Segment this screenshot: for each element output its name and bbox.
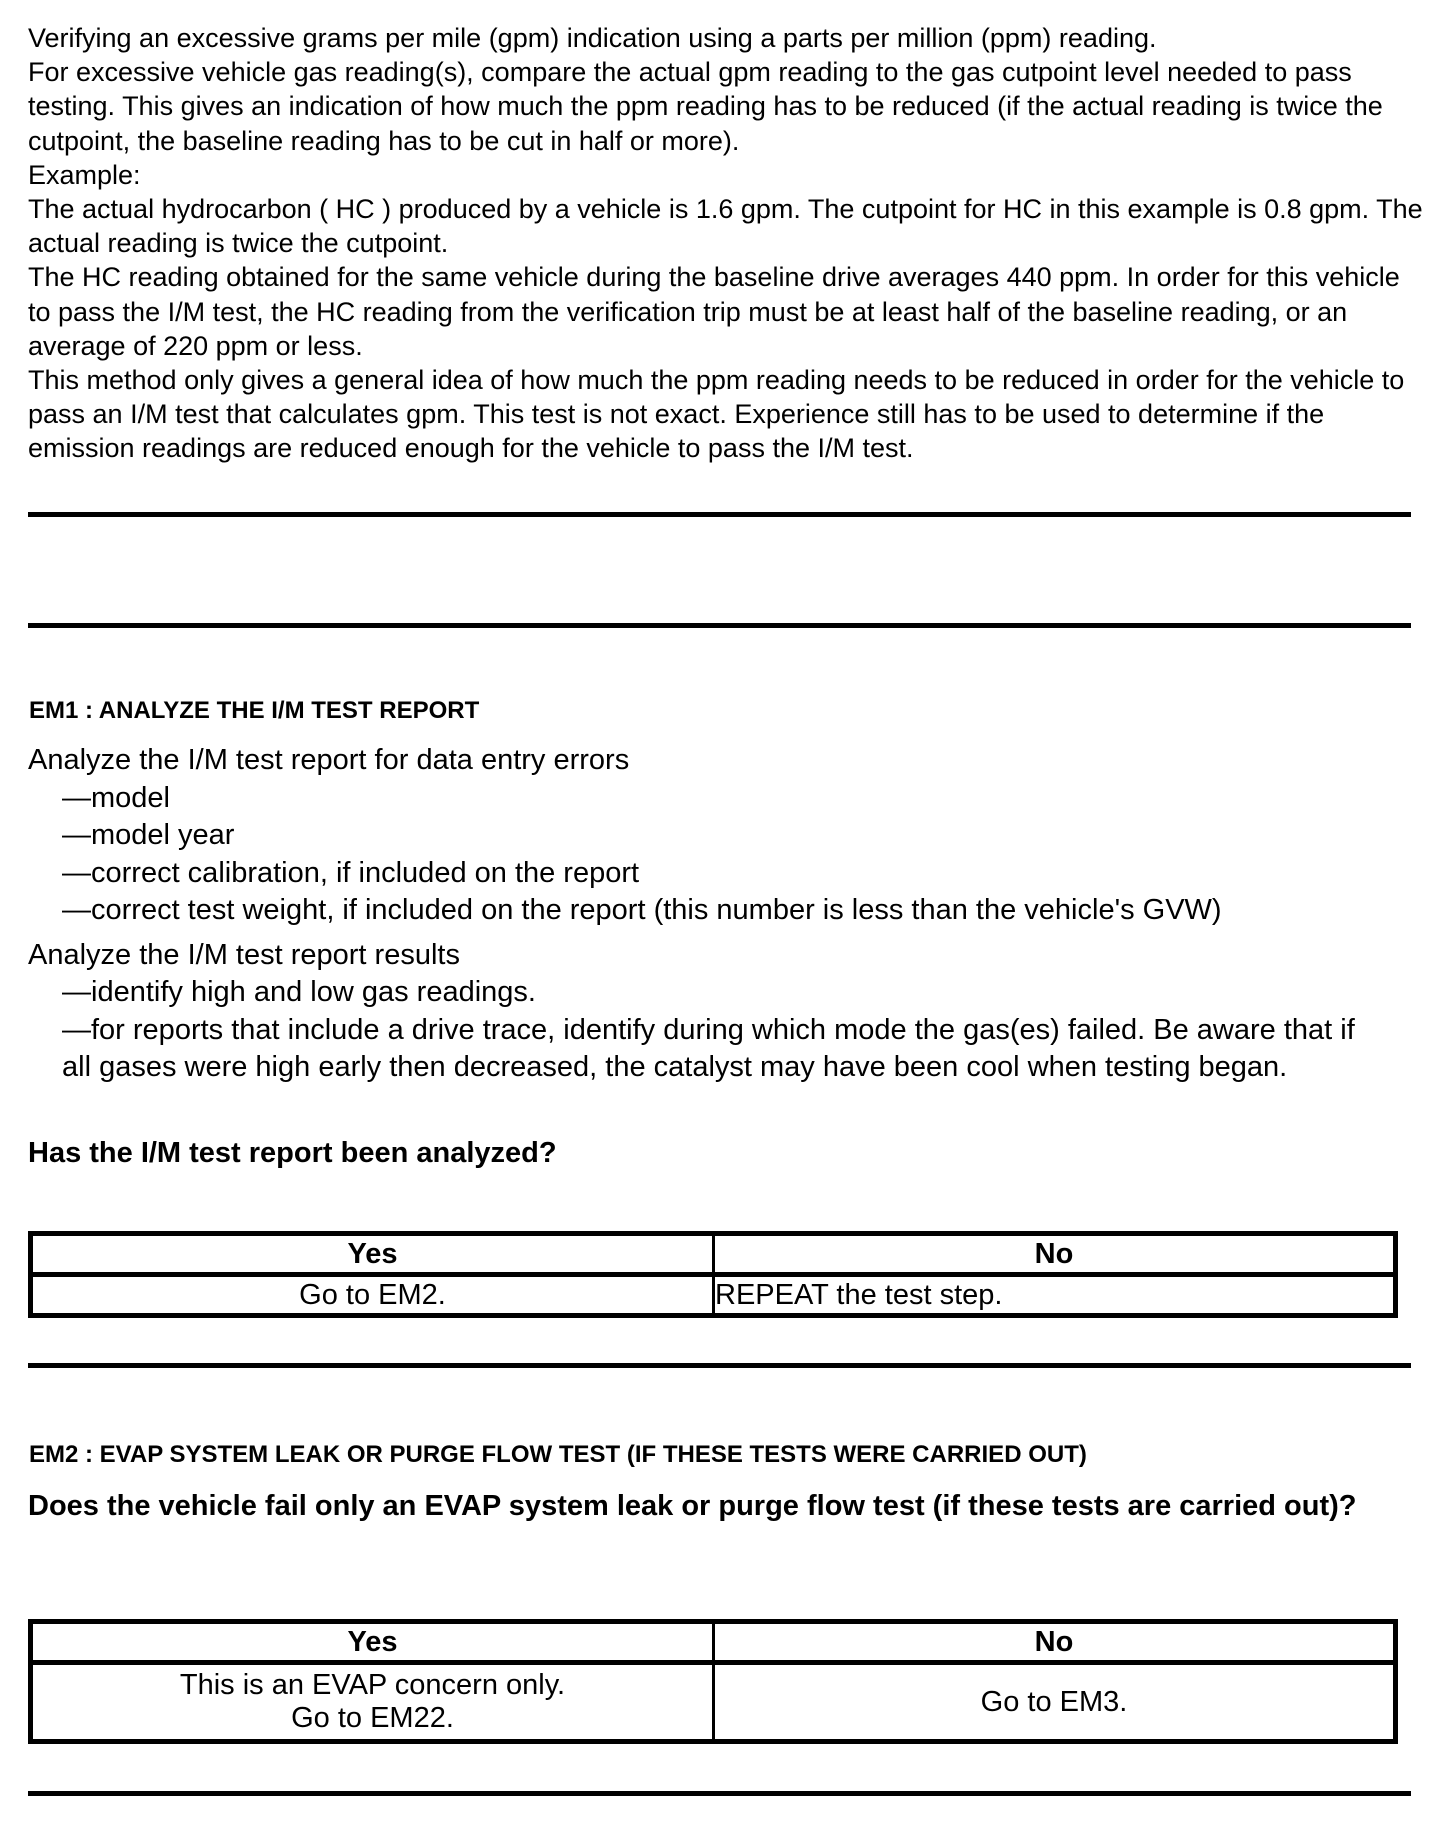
em2-title: EM2 : EVAP SYSTEM LEAK OR PURGE FLOW TEST (IF THESE TESTS WERE CARRIED OUT): [29, 1441, 1087, 1468]
section-divider: [28, 623, 1411, 628]
em1-lead-data-entry: Analyze the I/M test report for data entry errors: [28, 744, 630, 776]
em1-check-item: —correct test weight, if included on the report (this number is less than the vehicle's GVW): [62, 894, 1222, 926]
section-divider: [28, 512, 1411, 517]
intro-text: [28, 21, 1428, 466]
em2-decision-table: [28, 1619, 1398, 1744]
yes-action-link[interactable]: Go to EM22.: [291, 1702, 454, 1734]
em1-check-item: —identify high and low gas readings.: [62, 976, 536, 1008]
yes-header: Yes: [31, 1234, 714, 1275]
intro-paragraph: The HC reading obtained for the same vehicle during the baseline drive averages 440 ppm. In order for this vehicle to pass the I/M test, the HC reading from the verification trip must be at least half of the baseline reading, or an average of 220 ppm or less.: [28, 262, 1400, 361]
intro-paragraph: The actual hydrocarbon ( HC ) produced by a vehicle is 1.6 gpm. The cutpoint for HC in this example is 0.8 gpm. The actual reading is twice the cutpoint.: [28, 194, 1423, 259]
em1-title: EM1 : ANALYZE THE I/M TEST REPORT: [29, 697, 480, 724]
intro-paragraph: Verifying an excessive grams per mile (gpm) indication using a parts per million (ppm) reading.: [28, 23, 1157, 53]
yes-header: Yes: [31, 1622, 714, 1663]
section-divider: [28, 1363, 1411, 1368]
em1-check-item: —correct calibration, if included on the report: [62, 856, 640, 889]
no-action: REPEAT the test step.: [714, 1275, 1396, 1316]
yes-action-note: This is an EVAP concern only.: [179, 1669, 566, 1701]
em2-question: Does the vehicle fail only an EVAP system leak or purge flow test (if these tests are carried out)?: [28, 1490, 1357, 1522]
no-header: No: [714, 1622, 1396, 1663]
em1-check-item: —for reports that include a drive trace, identify during which mode the gas(es) failed. Be aware that if all gases were high early then decreased, the catalyst may have been cool when testing began.: [62, 1013, 1355, 1083]
em1-check-item: —model year: [62, 819, 235, 851]
em1-instructions: [28, 742, 1428, 1087]
em1-check-item: —model: [62, 781, 170, 814]
yes-action: [31, 1663, 714, 1742]
intro-paragraph: This method only gives a general idea of how much the ppm reading needs to be reduced in order for the vehicle to pass an I/M test that calculates gpm. This test is not exact. Experience still has to be used to determine if the emission readings are reduced enough for the vehicle to pass the I/M test.: [28, 365, 1405, 464]
intro-paragraph: Example:: [28, 159, 141, 190]
section-divider: [28, 1791, 1411, 1796]
em1-lead-results: Analyze the I/M test report results: [28, 938, 460, 971]
yes-action-link[interactable]: Go to EM2.: [31, 1275, 714, 1316]
em1-question: Has the I/M test report been analyzed?: [28, 1137, 557, 1169]
em1-decision-table: [28, 1231, 1398, 1318]
no-header: No: [714, 1234, 1396, 1275]
no-action-link[interactable]: Go to EM3.: [714, 1663, 1396, 1742]
intro-paragraph: For excessive vehicle gas reading(s), compare the actual gpm reading to the gas cutpoint level needed to pass testing. This gives an indication of how much the ppm reading has to be reduced (if the actual reading is twice the cutpoint, the baseline reading has to be cut in half or more).: [28, 57, 1383, 156]
